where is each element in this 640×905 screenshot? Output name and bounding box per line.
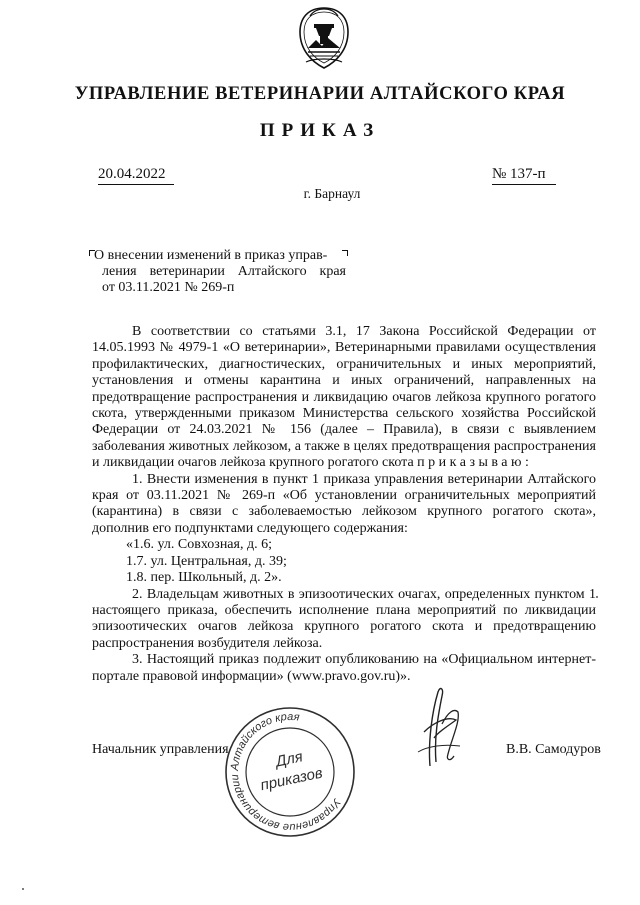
sub-item: 1.7. ул. Центральная, д. 39; (126, 553, 287, 569)
scan-speck (22, 888, 24, 890)
subject-line: от 03.11.2021 № 269-п (102, 280, 235, 295)
round-stamp (220, 702, 360, 842)
document-city: г. Барнаул (303, 186, 361, 201)
stamp-ring-text: Управление ветеринарии Алтайского края (228, 710, 343, 834)
document-subject (94, 248, 346, 296)
item-1-paragraph: 1. Внести изменения в пункт 1 приказа управления ветеринарии Алтайского края от 03.11.2021 № 269-п «Об установлении ограничительных мероприятий (карантина) в связи с заболеваемостью лейкозом крупного рогатого скота», дополнив его подпунктами следующего содержания: (92, 471, 596, 536)
item-2-paragraph: 2. Владельцам животных в эпизоотических очагах, определенных пунктом 1 настоящего приказа, обеспечить исполнение плана мероприятий по ликвидации эпизоотических очагов лейкоза крупного рогатого скота и предотвращению распространения возбудителя лейкоза. (92, 586, 596, 651)
stamp-center-line2: приказов (258, 764, 325, 795)
subject-line: ления ветеринарии Алтайского края (102, 264, 346, 279)
decree-word: приказываю: (417, 455, 533, 471)
item-3-paragraph: 3. Настоящий приказ подлежит опубликованию на «Официальном интернет-портале правовой информации» (www.pravo.gov.ru)». (92, 652, 596, 684)
document-number: № 137-п (492, 166, 556, 185)
sub-item: «1.6. ул. Совхозная, д. 6; (126, 537, 272, 553)
document-type-title: ПРИКАЗ (259, 120, 381, 141)
sub-item: 1.8. пер. Школьный, д. 2». (126, 570, 282, 586)
document-body (92, 324, 596, 685)
subject-line: О внесении изменений в приказ управ- (94, 248, 328, 263)
preamble-paragraph (92, 324, 596, 472)
organization-name: УПРАВЛЕНИЕ ВЕТЕРИНАРИИ АЛТАЙСКОГО КРАЯ (74, 84, 566, 104)
document-date: 20.04.2022 (98, 166, 174, 185)
stamp-center-line1: Для (274, 748, 305, 771)
preamble-text: В соответствии со статьями 3.1, 17 Закона Российской Федерации от 14.05.1993 № 4979-1 «О ветеринарии», Ветеринарными правилами осуществления профилактических, диагностических, ограничительных и иных мероприятий, установления и отмены карантина и иных ограничений, направленных на предотвращение распространения и ликвидацию очагов лейкоза крупного рогатого скота, утвержденными приказом Министерства сельского хозяйства Российской Федерации от 24.03.2021 № 156 (далее – Правила), в связи с выявлением заболевания животных лейкозом, а также в целях предотвращения распространения и ликвидации очагов лейкоза крупного рогатого скота (92, 324, 596, 471)
altai-coat-of-arms-icon (296, 6, 352, 70)
handwritten-signature (408, 682, 468, 772)
scan-speck (596, 596, 598, 598)
signatory-title: Начальник управления (92, 742, 229, 757)
signatory-name: В.В. Самодуров (506, 742, 601, 757)
